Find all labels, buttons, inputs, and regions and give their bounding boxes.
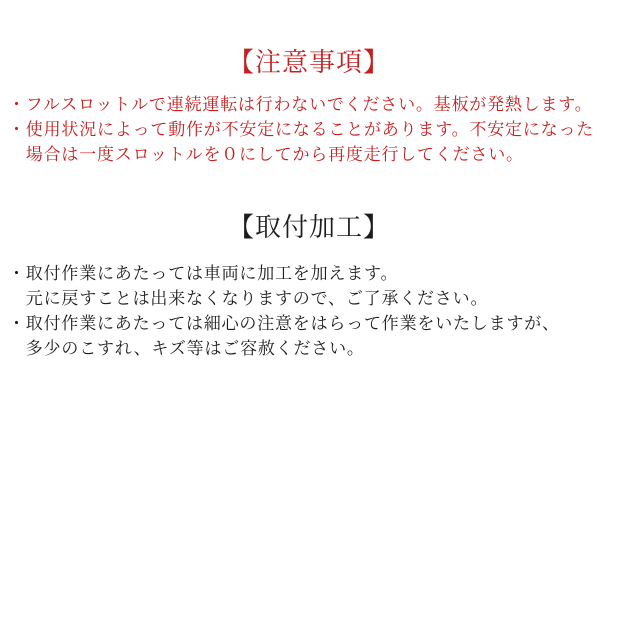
installation-line: 元に戻すことは出来なくなりますので、ご了承ください。	[8, 289, 489, 308]
installation-line: 多少のこすれ、キズ等はご容赦ください。	[8, 339, 365, 358]
installation-heading: 【取付加工】	[227, 212, 390, 242]
caution-body	[0, 92, 618, 167]
installation-body	[0, 261, 618, 361]
caution-line: ・フルスロットルで連続運転は行わないでください。基板が発熱します。	[8, 95, 593, 114]
caution-line: ・使用状況によって動作が不安定になることがあります。不安定になった	[8, 120, 595, 139]
installation-line: ・取付作業にあたっては車両に加工を加えます。	[8, 264, 399, 283]
caution-section	[0, 46, 618, 167]
caution-heading: 【注意事項】	[227, 47, 390, 77]
caution-line: 場合は一度スロットルを０にしてから再度走行してください。	[8, 145, 524, 164]
installation-section	[0, 211, 618, 361]
installation-line: ・取付作業にあたっては細心の注意をはらって作業をいたしますが、	[8, 314, 560, 333]
notice-document	[0, 46, 618, 618]
